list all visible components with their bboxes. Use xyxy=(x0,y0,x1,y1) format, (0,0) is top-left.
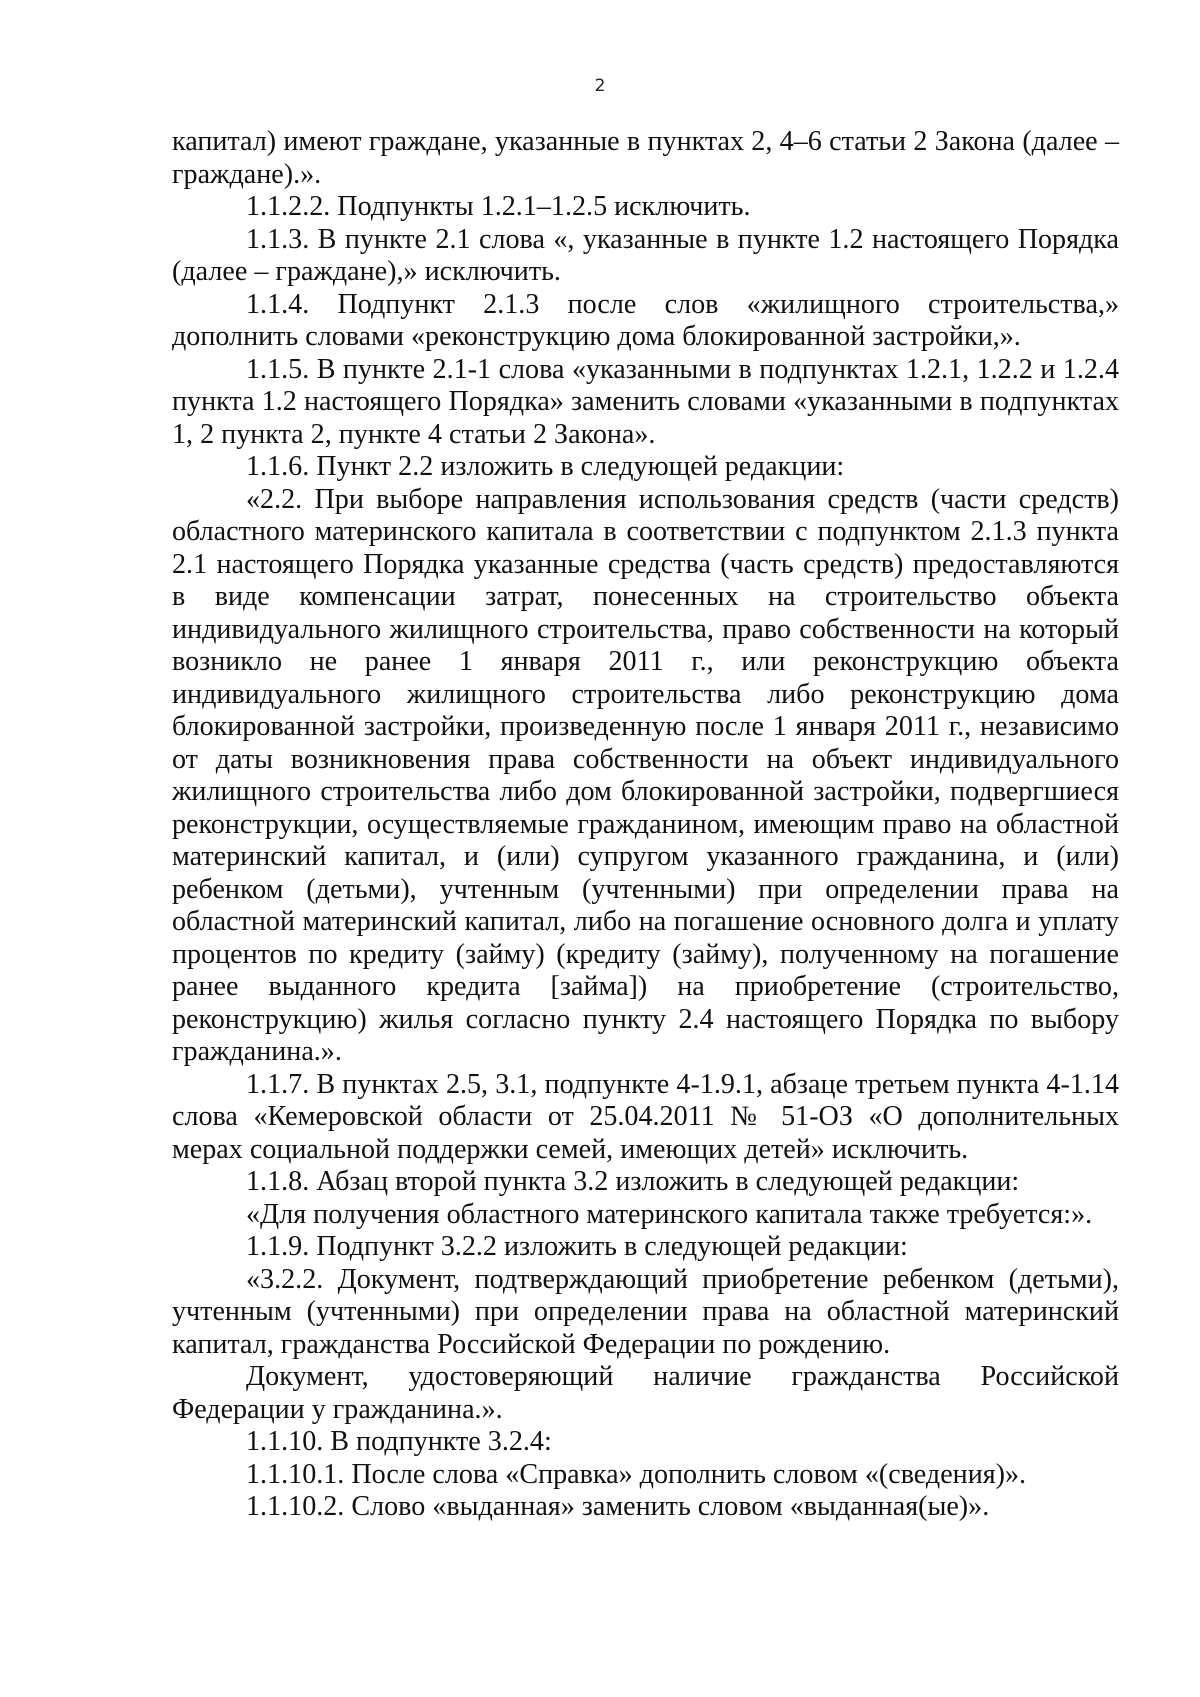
paragraph-1-1-4: 1.1.4. Подпункт 2.1.3 после слов «жилищного строительства,» дополнить словами «реконструкцию дома блокированной застройки,». xyxy=(172,288,1119,352)
paragraph-1-1-10: 1.1.10. В подпункте 3.2.4: xyxy=(246,1426,552,1457)
paragraph-1-1-6: 1.1.6. Пункт 2.2 изложить в следующей редакции: xyxy=(246,451,845,482)
paragraph-1-1-10-1: 1.1.10.1. После слова «Справка» дополнить словом «(сведения)». xyxy=(246,1458,1027,1490)
paragraph-3-2-2-quote: «3.2.2. Документ, подтверждающий приобретение ребенком (детьми), учтенным (учтенными) при определении права на областной материнский капитал, гражданства Российской Федерации по рождению. xyxy=(172,1263,1119,1360)
paragraph-1-1-2-2: 1.1.2.2. Подпункты 1.2.1–1.2.5 исключить. xyxy=(246,191,751,222)
paragraph-citizenship-document: Документ, удостоверяющий наличие гражданства Российской Федерации у гражданина.». xyxy=(172,1361,1119,1425)
paragraph-2-2-quote: «2.2. При выборе направления использования средств (части средств) областного материнского капитала в соответствии с подпунктом 2.1.3 пункта 2.1 настоящего Порядка указанные средства (часть средств) предоставляются в виде компенсации затрат, понесенных на строительство объекта индивидуального жилищного строительства, право собственности на который возникло не ранее 1 января 2011 г., или реконструкцию объекта индивидуального жилищного строительства либо реконструкцию дома блокированной застройки, произведенную после 1 января 2011 г., независимо от даты возникновения права собственности на объект индивидуального жилищного строительства либо дом блокированной застройки, подвергшиеся реконструкции, осуществляемые гражданином, имеющим право на областной материнский капитал, и (или) супругом указанного гражданина, и (или) ребенком (детьми), учтенным (учтенными) при определении права на областной материнский капитал, либо на погашение основного долга и уплату процентов по кредиту (займу) (кредиту (займу), полученному на погашение ранее выданного кредита [займа]) на приобретение (строительство, реконструкцию) жилья согласно пункту 2.4 настоящего Порядка по выбору гражданина.». xyxy=(172,483,1119,1067)
paragraph-1-1-9: 1.1.9. Подпункт 3.2.2 изложить в следующей редакции: xyxy=(246,1231,908,1262)
paragraph-1-1-8: 1.1.8. Абзац второй пункта 3.2 изложить в следующей редакции: xyxy=(246,1166,1020,1197)
paragraph-1-1-5: 1.1.5. В пункте 2.1-1 слова «указанными в подпунктах 1.2.1, 1.2.2 и 1.2.4 пункта 1.2 настоящего Порядка» заменить словами «указанными в подпунктах 1, 2 пункта 2, пункте 4 статьи 2 Закона». xyxy=(172,353,1119,450)
paragraph-3-2-quote: «Для получения областного материнского капитала также требуется:». xyxy=(246,1198,1093,1230)
paragraph-continuation: капитал) имеют граждане, указанные в пунктах 2, 4–6 статьи 2 Закона (далее – граждане).». xyxy=(172,126,1119,190)
paragraph-1-1-10-2: 1.1.10.2. Слово «выданная» заменить словом «выданная(ые)». xyxy=(246,1491,990,1522)
document-body xyxy=(172,126,1119,1524)
paragraph-1-1-3: 1.1.3. В пункте 2.1 слова «, указанные в пункте 1.2 настоящего Порядка (далее – граждане),» исключить. xyxy=(172,223,1119,287)
paragraph-1-1-7: 1.1.7. В пунктах 2.5, 3.1, подпункте 4-1.9.1, абзаце третьем пункта 4-1.14 слова «Кемеровской области от 25.04.2011 № 51-ОЗ «О дополнительных мерах социальной поддержки семей, имеющих детей» исключить. xyxy=(172,1068,1119,1165)
page-number: 2 xyxy=(594,76,606,96)
